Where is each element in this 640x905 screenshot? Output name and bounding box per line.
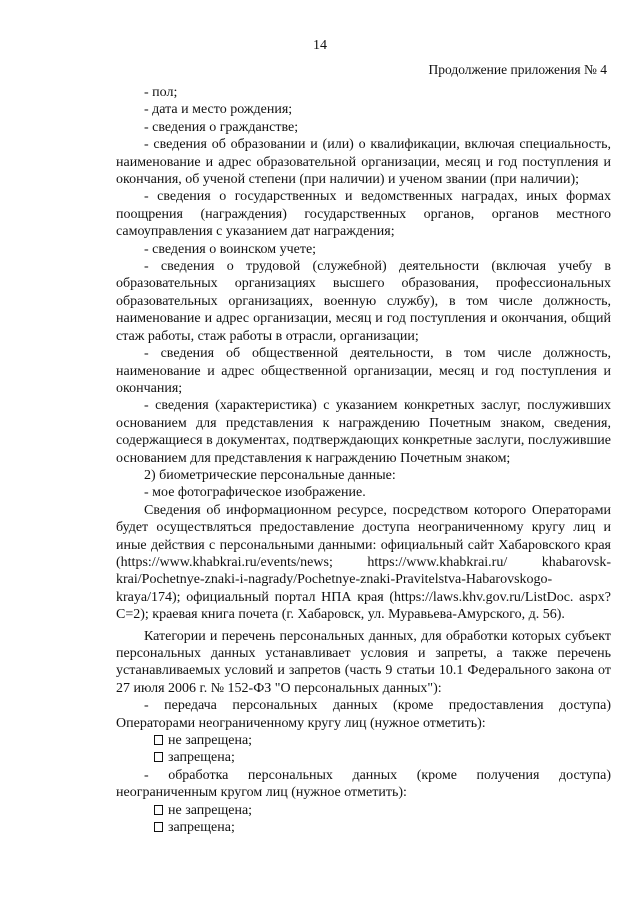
- paragraph-transfer: - передача персональных данных (кроме предоставления доступа) Операторами неограниченному кругу лиц (нужное отметить):: [116, 698, 611, 731]
- page-number: 14: [313, 38, 327, 53]
- paragraph-awards: - сведения о государственных и ведомственных наградах, иных формах поощрения (награждения) государственных органов, органов местного самоуправления с указанием дат награждения;: [116, 189, 611, 240]
- paragraph-birth: - дата и место рождения;: [144, 102, 293, 118]
- checkbox-transfer-not-prohibited[interactable]: [116, 732, 611, 749]
- checkbox-label: запрещена;: [168, 750, 235, 766]
- paragraph-public-activity: - сведения об общественной деятельности, в том числе должность, наименование и адрес общественной организации, месяц и год поступления и окончания;: [116, 346, 611, 396]
- paragraph-military: - сведения о воинском учете;: [144, 241, 317, 257]
- paragraph-employment: - сведения о трудовой (служебной) деятельности (включая учебу в образовательных организациях высшего образования, профессиональных образовательных организациях, военную службу), в том числе должность, наименование и адрес организации, месяц и год поступления и окончания, общий стаж работы, стаж работы в отрасли, организации;: [116, 259, 611, 344]
- checkbox-box-icon[interactable]: [154, 752, 163, 762]
- paragraph-gender: - пол;: [144, 85, 178, 100]
- checkbox-transfer-prohibited[interactable]: [116, 749, 611, 766]
- checkbox-label: запрещена;: [168, 820, 235, 836]
- document-body: [116, 84, 611, 836]
- paragraph-processing: - обработка персональных данных (кроме получения доступа) неограниченным кругом лиц (нужное отметить):: [116, 767, 611, 801]
- paragraph-info-resource: Сведения об информационном ресурсе, посредством которого Операторами будет осуществляться предоставление доступа неограниченному кругу лиц и иные действия с персональными данными: официальный сайт Хабаровского края (https://www.khabkrai.ru/events/news; https://www.khabkrai.ru/ khabarovsk-krai/Pochetnye-znaki-i-nagrady/Pochetnye-znaki-Pravitelstva-Habarovskogo-kraya/174); официальный портал НПА края (https://laws.khv.gov.ru/ListDoc. aspx?C=2); краевая книга почета (г. Хабаровск, ул. Муравьева-Амурского, д. 56).: [116, 502, 611, 623]
- checkbox-label: не запрещена;: [168, 802, 253, 818]
- checkbox-processing-not-prohibited[interactable]: [116, 802, 611, 819]
- paragraph-merits: - сведения (характеристика) с указанием конкретных заслуг, послуживших основанием для представления к награждению Почетным знаком, сведения, содержащиеся в документах, подтверждающих конкретные заслуги, послужившие основанием для представления к награждению Почетным знаком;: [116, 398, 611, 466]
- appendix-continuation-note: Продолжение приложения № 4: [428, 62, 607, 77]
- checkbox-box-icon[interactable]: [154, 822, 163, 832]
- paragraph-biometric: 2) биометрические персональные данные:: [144, 467, 396, 483]
- paragraph-education: - сведения об образовании и (или) о квалификации, включая специальность, наименование и адрес образовательной организации, месяц и год поступления и окончания, об ученой степени (при наличии) и ученом звании (при наличии);: [116, 137, 611, 188]
- checkbox-box-icon[interactable]: [154, 735, 163, 745]
- checkbox-box-icon[interactable]: [154, 805, 163, 815]
- paragraph-citizenship: - сведения о гражданстве;: [144, 119, 299, 135]
- paragraph-photo: - мое фотографическое изображение.: [144, 485, 366, 501]
- checkbox-label: не запрещена;: [168, 733, 253, 749]
- checkbox-processing-prohibited[interactable]: [116, 819, 611, 836]
- paragraph-categories: Категории и перечень персональных данных, для обработки которых субъект персональных данных устанавливает условия и запреты, а также перечень устанавливаемых условий и запретов (часть 9 статьи 10.1 Федерального закона от 27 июля 2006 г. № 152-ФЗ "О персональных данных"):: [116, 628, 611, 696]
